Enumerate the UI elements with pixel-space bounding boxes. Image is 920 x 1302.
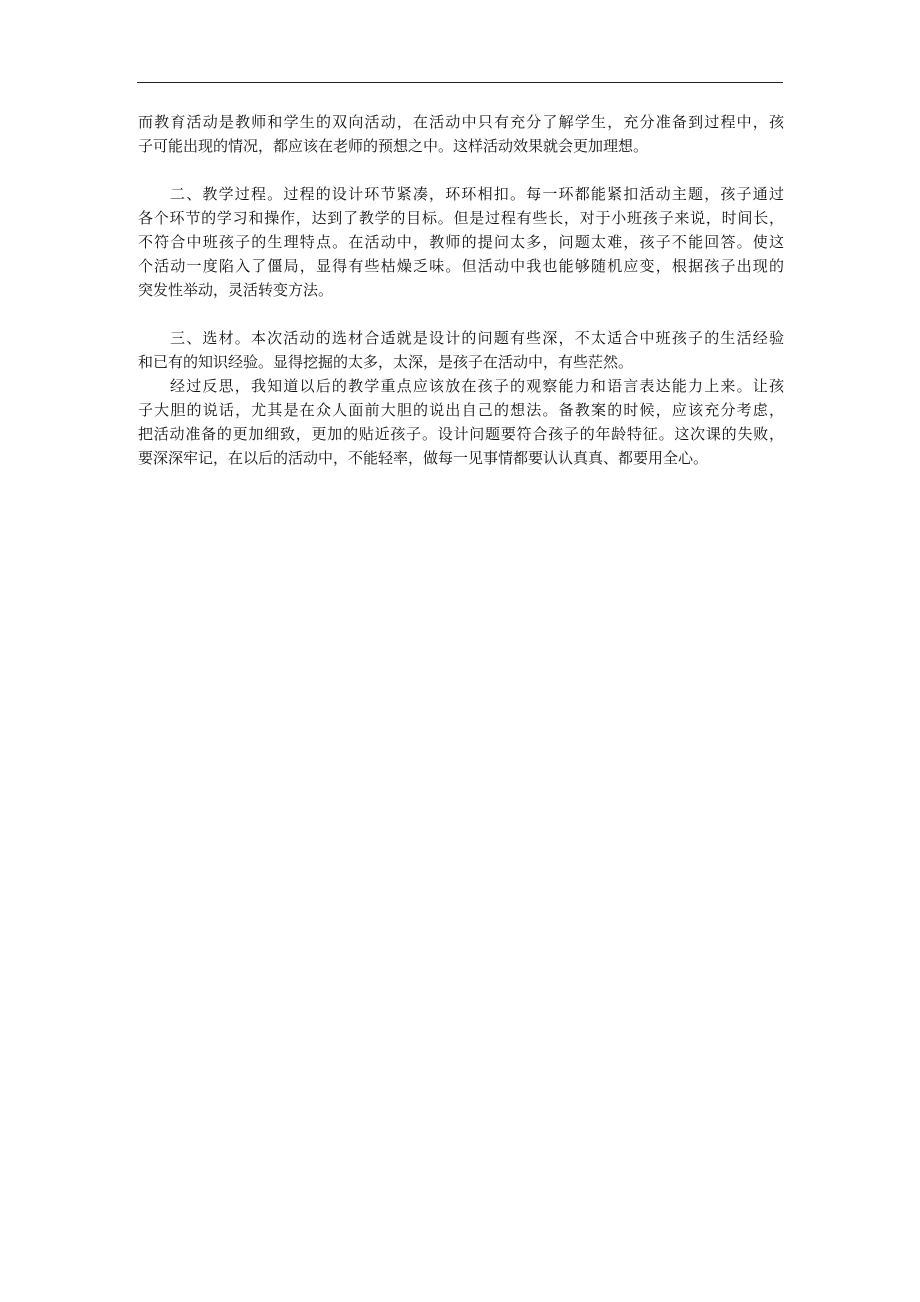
paragraph-line: 要深深牢记，在以后的活动中，不能轻率，做每一见事情都要认认真真、都要用全心。 xyxy=(138,449,709,467)
paragraph-line: 个活动一度陷入了僵局，显得有些枯燥乏味。但活动中我也能够随机应变，根据孩子出现的 xyxy=(138,257,784,275)
paragraph-line: 各个环节的学习和操作，达到了教学的目标。但是过程有些长，对于小班孩子来说，时间长， xyxy=(138,209,784,227)
paragraph-line: 不符合中班孩子的生理特点。在活动中，教师的提问太多，问题太难，孩子不能回答。使这 xyxy=(138,233,784,251)
document-body xyxy=(138,110,784,470)
paragraph-line: 二、教学过程。过程的设计环节紧凑，环环相扣。每一环都能紧扣活动主题，孩子通过 xyxy=(170,185,784,203)
paragraph-line: 和已有的知识经验。显得挖掘的太多，太深，是孩子在活动中，有些茫然。 xyxy=(138,353,634,371)
paragraph-line: 子大胆的说话，尤其是在众人面前大胆的说出自己的想法。备教案的时候，应该充分考虑， xyxy=(138,401,784,419)
paragraph-2-teaching-process xyxy=(138,182,784,302)
paragraph-line: 经过反思，我知道以后的教学重点应该放在孩子的观察能力和语言表达能力上来。让孩 xyxy=(170,377,784,395)
paragraph-gap xyxy=(138,158,784,182)
paragraph-gap xyxy=(138,302,784,326)
paragraph-1 xyxy=(138,110,784,158)
header-rule xyxy=(137,82,783,83)
paragraph-line: 突发性举动，灵活转变方法。 xyxy=(138,281,334,299)
paragraph-4-reflection xyxy=(138,374,784,470)
paragraph-line: 三、选材。本次活动的选材合适就是设计的问题有些深，不太适合中班孩子的生活经验 xyxy=(170,329,784,347)
paragraph-line: 子可能出现的情况，都应该在老师的预想之中。这样活动效果就会更加理想。 xyxy=(138,137,649,155)
paragraph-line: 而教育活动是教师和学生的双向活动，在活动中只有充分了解学生，充分准备到过程中，孩 xyxy=(138,113,784,131)
paragraph-3-material-selection xyxy=(138,326,784,374)
paragraph-line: 把活动准备的更加细致，更加的贴近孩子。设计问题要符合孩子的年龄特征。这次课的失败， xyxy=(138,425,784,443)
